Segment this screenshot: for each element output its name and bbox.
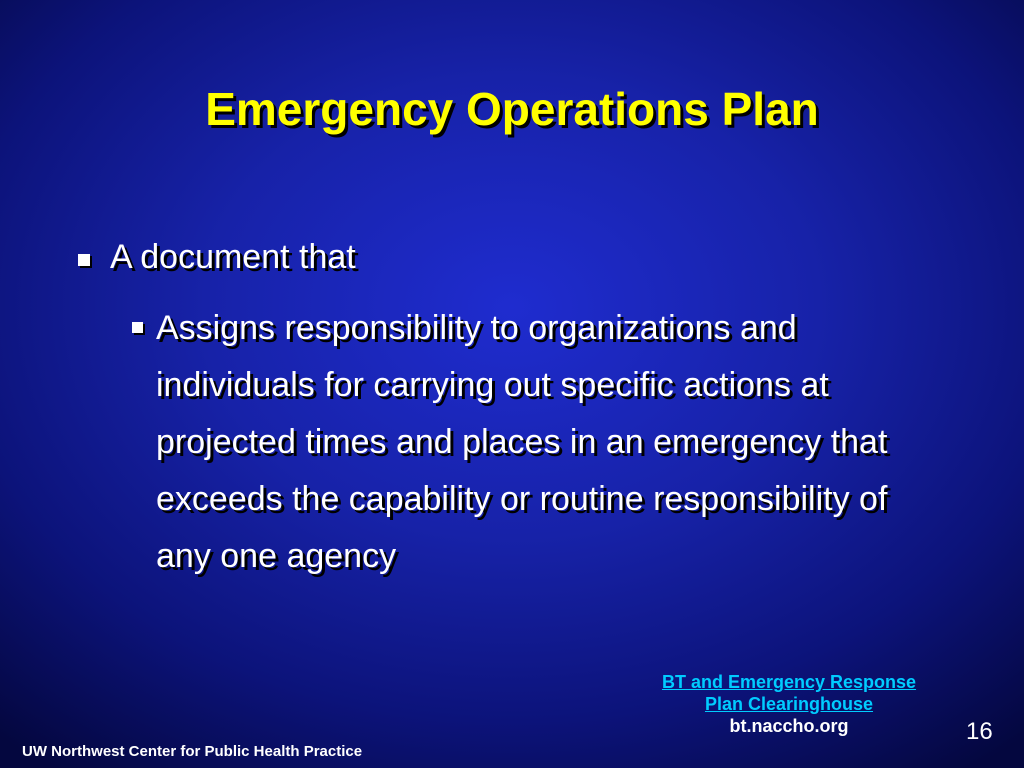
sub-bullet-item [132, 300, 912, 585]
source-reference [590, 671, 988, 737]
bullet-text: A document that [110, 238, 356, 276]
sub-bullet-text: Assigns responsibility to organizations and individuals for carrying out specific actions at projected times and places in an emergency that exceeds the capability or routine responsibility of any one agency [156, 309, 888, 575]
bullet-item [78, 236, 356, 278]
source-url: bt.naccho.org [729, 716, 849, 736]
footer-organization: UW Northwest Center for Public Health Practice [22, 743, 363, 760]
clearinghouse-link-line2[interactable]: Plan Clearinghouse [704, 694, 874, 714]
square-bullet-icon [132, 322, 143, 333]
square-bullet-icon [78, 254, 90, 266]
page-number: 16 [966, 718, 993, 745]
clearinghouse-link-line1[interactable]: BT and Emergency Response [661, 672, 917, 692]
slide-title: Emergency Operations Plan [205, 83, 819, 135]
